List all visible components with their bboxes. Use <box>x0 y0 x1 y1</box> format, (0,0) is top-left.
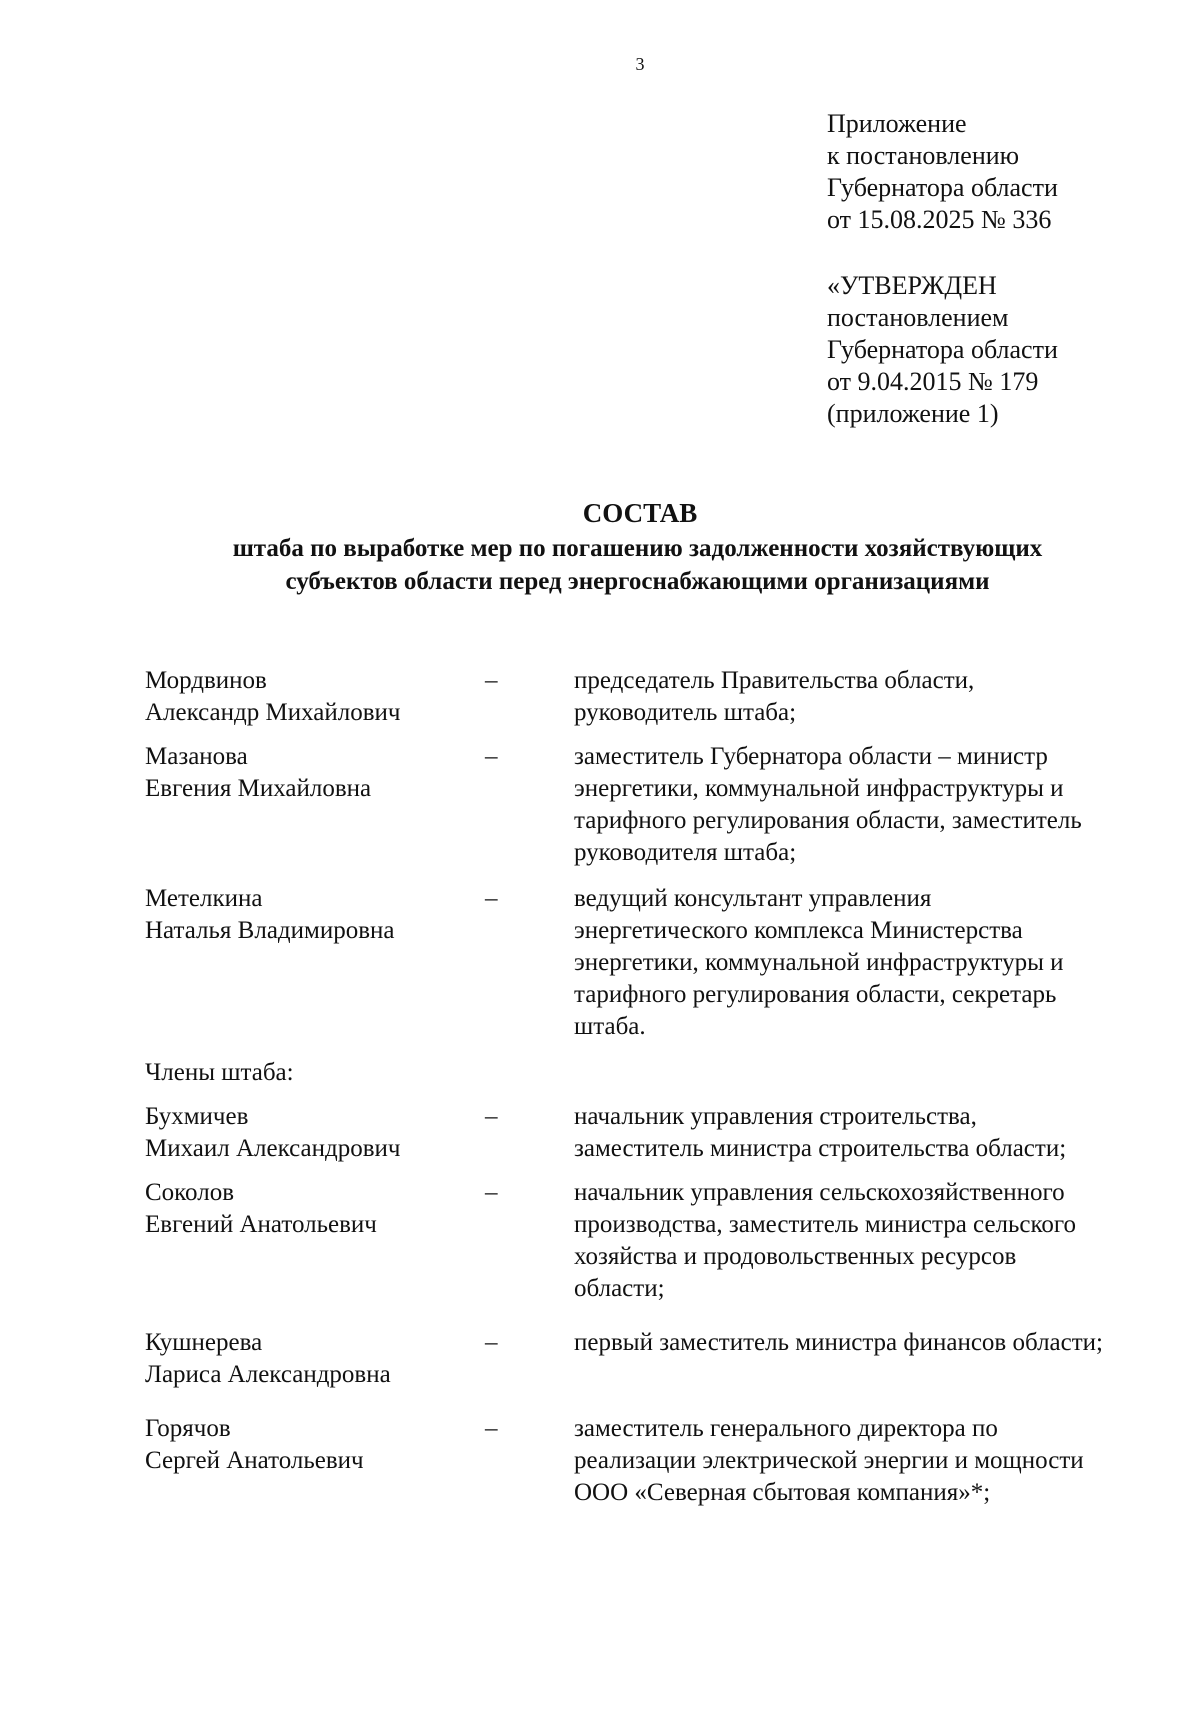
dash-separator: – <box>485 1415 498 1442</box>
member-name <box>145 883 485 1043</box>
member-given-names: Евгения Михайловна <box>145 775 372 802</box>
role-line: штаба. <box>574 1013 646 1040</box>
role-line: энергетического комплекса Министерства <box>574 917 1023 944</box>
dash-separator: – <box>485 1179 498 1206</box>
role-line: тарифного регулирования области, секретарь <box>574 981 1057 1008</box>
member-surname: Соколов <box>145 1179 235 1206</box>
document-subtitle <box>170 532 1105 598</box>
role-line: ведущий консультант управления <box>574 885 932 912</box>
roster-entry <box>145 1413 1155 1509</box>
roster-entry <box>145 1327 1155 1391</box>
member-role <box>574 883 1155 1043</box>
role-line: начальник управления строительства, <box>574 1103 977 1130</box>
dash-separator: – <box>485 667 498 694</box>
member-surname: Кушнерева <box>145 1329 263 1356</box>
member-name <box>145 1177 485 1305</box>
dash-separator: – <box>485 885 498 912</box>
member-name <box>145 665 485 729</box>
staff-roster <box>145 665 1155 1509</box>
member-name <box>145 1327 485 1391</box>
member-role <box>574 1177 1155 1305</box>
member-surname: Мордвинов <box>145 667 267 694</box>
approved-line: от 9.04.2015 № 179 <box>827 367 1039 396</box>
roster-entry <box>145 1177 1155 1305</box>
subtitle-line: субъектов области перед энергоснабжающими организациями <box>285 568 990 595</box>
roster-entry <box>145 1101 1155 1165</box>
roster-entry <box>145 665 1155 729</box>
role-line: руководителя штаба; <box>574 839 797 866</box>
members-list <box>145 1101 1155 1509</box>
role-line: области; <box>574 1275 665 1302</box>
approved-line: Губернатора области <box>827 335 1058 364</box>
member-surname: Метелкина <box>145 885 263 912</box>
role-line: первый заместитель министра финансов области; <box>574 1329 1103 1356</box>
role-line: энергетики, коммунальной инфраструктуры и <box>574 775 1064 802</box>
member-given-names: Лариса Александровна <box>145 1361 391 1388</box>
role-line: реализации электрической энергии и мощности <box>574 1447 1084 1474</box>
member-name <box>145 1101 485 1165</box>
role-line: ООО «Северная сбытовая компания»*; <box>574 1479 991 1506</box>
member-name <box>145 1413 485 1509</box>
approved-line: (приложение 1) <box>827 399 999 428</box>
roster-entry <box>145 883 1155 1043</box>
member-given-names: Александр Михайлович <box>145 699 401 726</box>
annex-line: от 15.08.2025 № 336 <box>827 205 1052 234</box>
dash-separator: – <box>485 1329 498 1356</box>
role-line: заместитель министра строительства области; <box>574 1135 1067 1162</box>
annex-line: Губернатора области <box>827 173 1058 202</box>
member-role <box>574 1101 1155 1165</box>
member-surname: Мазанова <box>145 743 248 770</box>
approved-line: «УТВЕРЖДЕН <box>827 271 997 300</box>
member-role <box>574 741 1155 869</box>
annex-line: к постановлению <box>827 141 1020 170</box>
member-role <box>574 665 1155 729</box>
annex-header <box>827 108 1058 236</box>
subtitle-line: штаба по выработке мер по погашению задолженности хозяйствующих <box>232 535 1043 562</box>
leadership-list <box>145 665 1155 1043</box>
document-title: СОСТАВ <box>582 498 698 528</box>
role-line: производства, заместитель министра сельского <box>574 1211 1077 1238</box>
role-line: председатель Правительства области, <box>574 667 975 694</box>
member-name <box>145 741 485 869</box>
approved-line: постановлением <box>827 303 1009 332</box>
member-role <box>574 1413 1155 1509</box>
approved-header <box>827 270 1058 430</box>
dash-separator: – <box>485 1103 498 1130</box>
member-given-names: Михаил Александрович <box>145 1135 401 1162</box>
role-line: начальник управления сельскохозяйственного <box>574 1179 1065 1206</box>
member-given-names: Евгений Анатольевич <box>145 1211 377 1238</box>
members-label: Члены штаба: <box>145 1059 294 1086</box>
member-role <box>574 1327 1155 1391</box>
annex-line: Приложение <box>827 109 967 138</box>
dash-separator: – <box>485 743 498 770</box>
role-line: энергетики, коммунальной инфраструктуры и <box>574 949 1064 976</box>
roster-entry <box>145 741 1155 869</box>
member-surname: Бухмичев <box>145 1103 249 1130</box>
member-surname: Горячов <box>145 1415 231 1442</box>
role-line: хозяйства и продовольственных ресурсов <box>574 1243 1017 1270</box>
role-line: руководитель штаба; <box>574 699 797 726</box>
role-line: тарифного регулирования области, заместитель <box>574 807 1082 834</box>
member-given-names: Сергей Анатольевич <box>145 1447 364 1474</box>
role-line: заместитель Губернатора области – министр <box>574 743 1048 770</box>
member-given-names: Наталья Владимировна <box>145 917 395 944</box>
role-line: заместитель генерального директора по <box>574 1415 998 1442</box>
page-number: 3 <box>635 54 645 74</box>
